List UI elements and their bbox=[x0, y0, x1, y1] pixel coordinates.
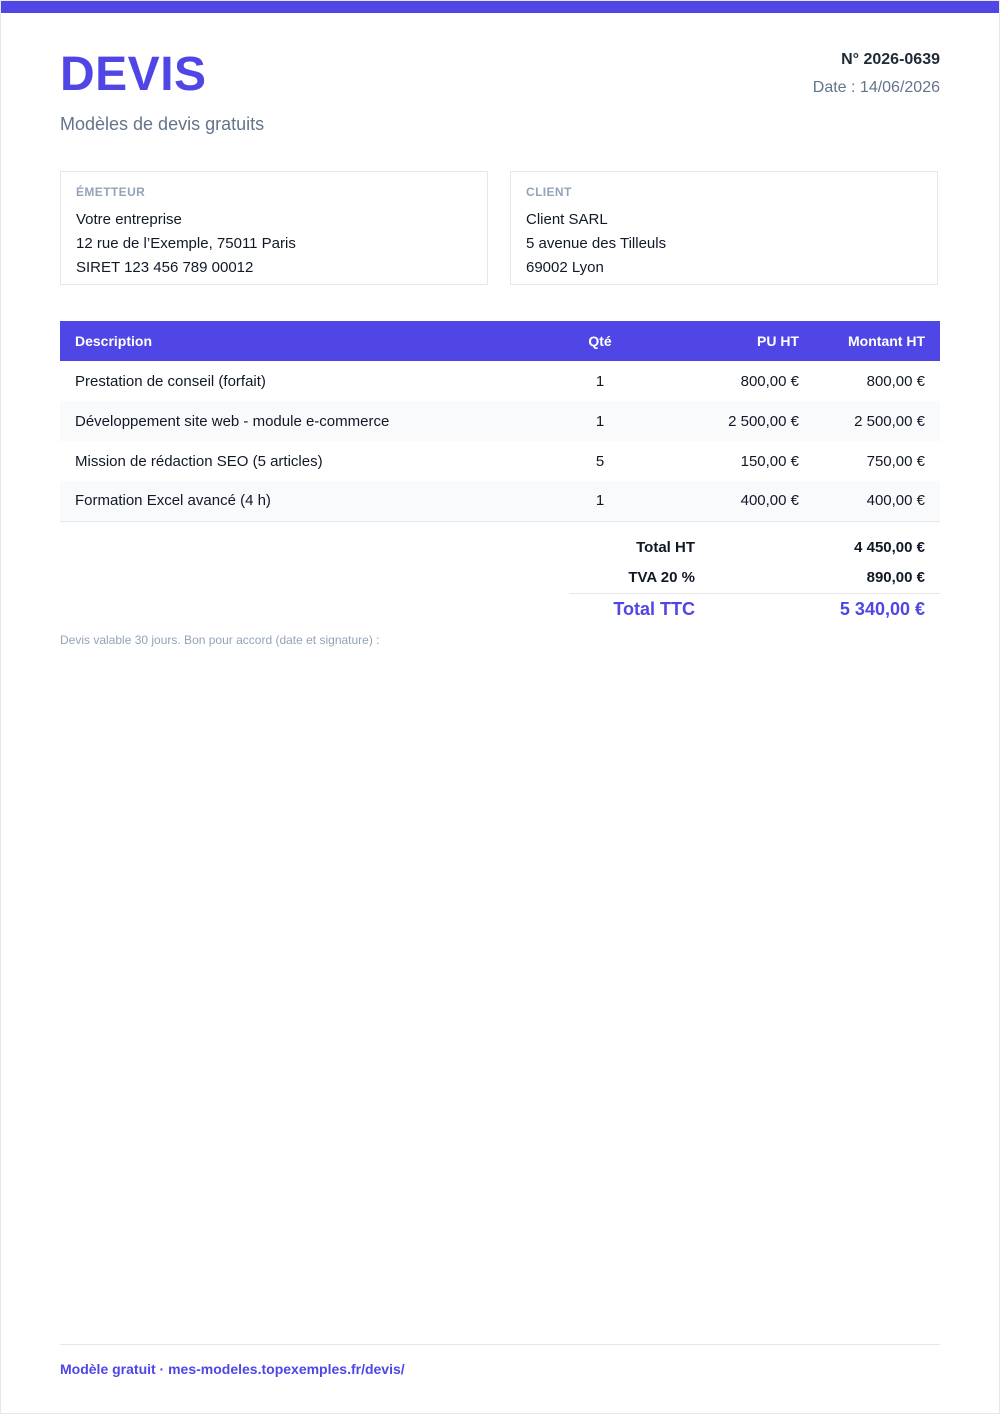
item-unit-price: 150,00 € bbox=[740, 452, 799, 470]
client-address: 5 avenue des Tilleuls bbox=[526, 235, 667, 252]
total-ht-label: Total HT bbox=[636, 539, 695, 556]
tva-label: TVA 20 % bbox=[628, 569, 695, 586]
document-title: DEVIS bbox=[60, 48, 207, 101]
item-quantity: 1 bbox=[595, 412, 605, 430]
total-ht-value: 4 450,00 € bbox=[854, 539, 925, 556]
total-ttc-value: 5 340,00 € bbox=[839, 599, 925, 619]
items-table-body bbox=[60, 361, 940, 521]
quote-number: N° 2026-0639 bbox=[841, 51, 940, 68]
footer-link[interactable]: Modèle gratuit · mes-modeles.topexemples.fr/devis/ bbox=[60, 1361, 405, 1377]
items-table-header bbox=[60, 321, 940, 361]
item-quantity: 5 bbox=[595, 452, 605, 470]
client-name: Client SARL bbox=[526, 211, 608, 228]
item-description: Formation Excel avancé (4 h) bbox=[60, 481, 540, 521]
item-description: Mission de rédaction SEO (5 articles) bbox=[75, 452, 323, 470]
quote-meta bbox=[640, 48, 940, 100]
item-quantity: 1 bbox=[595, 372, 605, 390]
column-quantity: Qté bbox=[540, 321, 660, 361]
quote-date: Date : 14/06/2026 bbox=[812, 79, 940, 96]
item-quantity: 1 bbox=[540, 481, 660, 521]
table-row bbox=[60, 441, 940, 481]
column-unit-price: PU HT bbox=[660, 321, 814, 361]
total-ttc-row bbox=[569, 593, 940, 625]
header-row bbox=[60, 321, 940, 361]
item-unit-price: 400,00 € bbox=[660, 481, 814, 521]
item-unit-price: 2 500,00 € bbox=[728, 412, 799, 430]
column-description: Description bbox=[60, 321, 540, 361]
item-unit-price: 800,00 € bbox=[740, 372, 799, 390]
emitter-name: Votre entreprise bbox=[76, 211, 182, 228]
document-subtitle: Modèles de devis gratuits bbox=[60, 114, 265, 134]
client-box bbox=[510, 171, 938, 285]
item-amount: 800,00 € bbox=[866, 372, 925, 390]
footer-divider bbox=[60, 1344, 940, 1345]
tva-value: 890,00 € bbox=[866, 569, 925, 586]
emitter-heading: ÉMETTEUR bbox=[76, 185, 146, 199]
table-row bbox=[60, 481, 940, 521]
accent-bar bbox=[1, 1, 999, 13]
table-row bbox=[60, 361, 940, 401]
emitter-address: 12 rue de l’Exemple, 75011 Paris bbox=[76, 235, 296, 252]
tva-row bbox=[569, 563, 940, 593]
item-description: Développement site web - module e-commerce bbox=[75, 412, 390, 430]
emitter-siret: SIRET 123 456 789 00012 bbox=[76, 259, 254, 276]
item-amount: 2 500,00 € bbox=[854, 412, 925, 430]
client-heading: CLIENT bbox=[526, 185, 572, 199]
table-row bbox=[60, 401, 940, 441]
totals-block bbox=[569, 533, 940, 625]
item-amount: 750,00 € bbox=[866, 452, 925, 470]
validity-note: Devis valable 30 jours. Bon pour accord (date et signature) : bbox=[60, 633, 380, 647]
emitter-box bbox=[60, 171, 488, 285]
item-amount: 400,00 € bbox=[814, 481, 940, 521]
items-table bbox=[60, 321, 940, 522]
total-ht-row bbox=[569, 533, 940, 563]
total-ttc-label: Total TTC bbox=[613, 599, 695, 619]
item-description: Prestation de conseil (forfait) bbox=[75, 372, 266, 390]
client-city: 69002 Lyon bbox=[526, 259, 604, 276]
column-amount: Montant HT bbox=[814, 321, 940, 361]
